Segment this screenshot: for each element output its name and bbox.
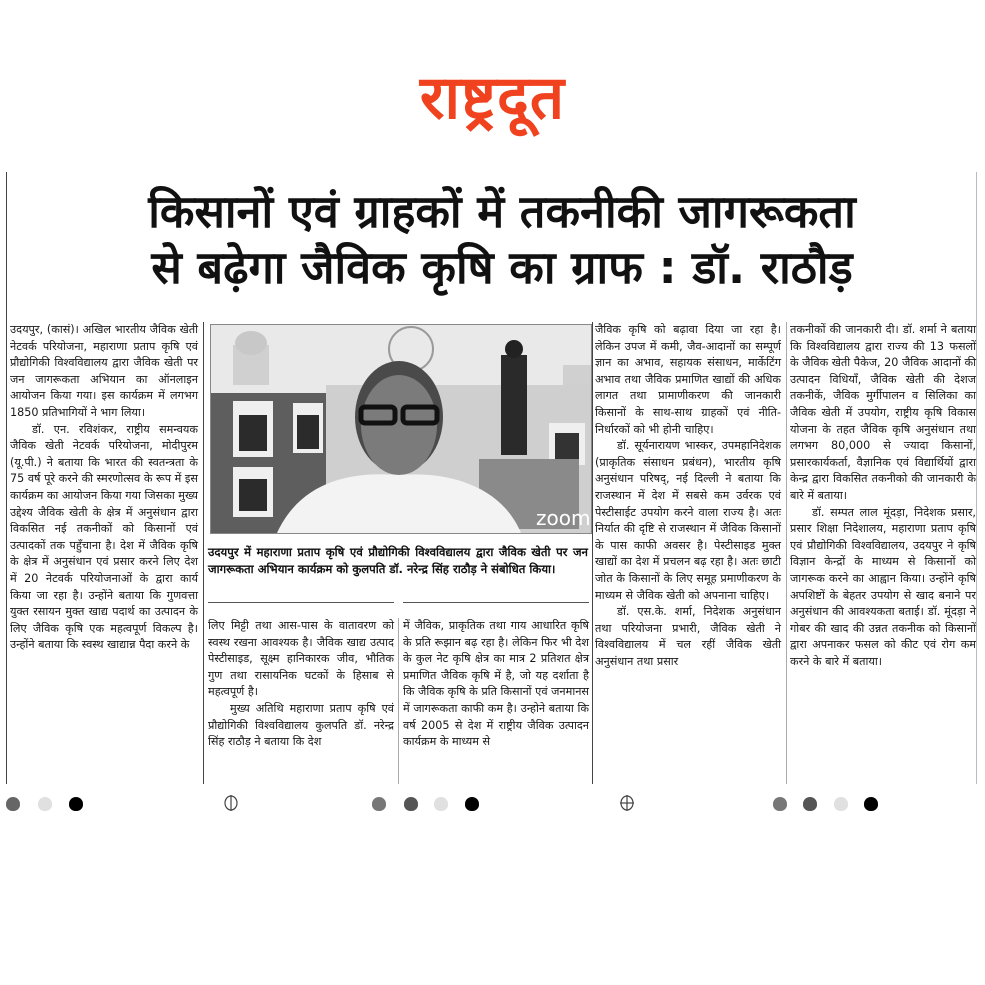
column-rule	[786, 322, 787, 784]
color-registration-dot	[69, 797, 83, 811]
color-registration-dot	[773, 797, 787, 811]
newspaper-clipping	[10, 172, 980, 792]
paragraph: जैविक कृषि को बढ़ावा दिया जा रहा है। लेकिन उपज में कमी, जैव-आदानों का सम्पूर्ण ज्ञान का अभाव, सहायक संसाधन, मार्केटिंग अभाव तथा जैविक प्रमाणित खाद्यों की अधिक लागत तथा प्रामाणीकरण की जानकारी किसानों के साथ-साथ ग्राहकों एवं नीति-निर्धारकों को भी होनी चाहिए।	[595, 323, 781, 436]
zoom-watermark: zoom	[536, 506, 591, 530]
photo-illustration	[211, 325, 591, 533]
color-registration-dot	[434, 797, 448, 811]
paragraph: डॉ. एन. रविशंकर, राष्ट्रीय समन्वयक जैविक खेती नेटवर्क परियोजना, मोदीपुरम (यू.पी.) ने बताया कि भारत की स्वतन्त्रता के 75 वर्ष पूरे करने की स्मरणोत्सव के रूप में इस कार्यक्रम का आयोजन किया गया जिसका मुख्य उद्देश्य जैविक खेती के क्षेत्र में अनुसंधान द्वारा विकसित नई तकनीकों को किसानों एवं उत्पादकों तक पहुँचाना है। देश में जैविक कृषि के क्षेत्र में अनुसंधान एवं प्रसार करने लिए देश में 20 नेटवर्क परियोजनाओं के द्वारा कार्य किया जा रहा है। उन्होंने बताया कि गुणवत्ता युक्त रसायन मुक्त खाद्य पदार्थ का उत्पादन के लिए जैविक कृषि एक महत्वपूर्ण विकल्प है। उन्होंने बताया कि स्वस्थ खाद्यान्न पैदा करने के	[10, 422, 198, 652]
paragraph: डॉ. सम्पत लाल मूंदड़ा, निदेशक प्रसार, प्रसार शिक्षा निदेशालय, महाराणा प्रताप कृषि एवं प्रौद्योगिकी विश्वविद्यालय, उदयपुर ने कृषि विज्ञान केन्द्रों के माध्यम से किसानों को जागरूक करने का आह्वान किया। उन्होंने कृषि अपशिष्टों के बेहतर उपयोग से खाद बनाने पर अनुसंधान की आवश्यकता बताई। डॉ. मूंदड़ा ने गोबर की खाद की उन्नत तकनीक को किसानों द्वारा अपनाकर फसल को कीट एवं रोग कम करने के बारे में बताया।	[790, 505, 976, 668]
column-rule	[398, 618, 399, 784]
color-registration-dot	[465, 797, 479, 811]
color-registration-dot	[834, 797, 848, 811]
paragraph: डॉ. एस.के. शर्मा, निदेशक अनुसंधान तथा परियोजना प्रभारी, जैविक खेती ने विश्वविद्यालय में चल रहीं जैविक खेती अनुसंधान तथा प्रसार	[595, 605, 781, 668]
paragraph: डॉ. सूर्यनारायण भास्कर, उपमहानिदेशक (प्राकृतिक संसाधन प्रबंधन), भारतीय कृषि अनुसंधान परिषद्, नई दिल्ली ने बताया कि राजस्थान में देश में सबसे कम उर्वरक एवं पेस्टीसाईट उपयोग करने वाला राज्य है। अतः निर्यात की दृष्टि से राजस्थान में जैविक किसानों के पास काफी अवसर है। पेस्टीसाइड मुक्त खाद्यों का देश में प्रचलन बढ़ रहा है। अतः छाटी जोत के किसानों के लिए समूह प्रमाणीकरण के माध्यम से जैविक खेती को अपनाना चाहिए।	[595, 439, 781, 602]
paragraph: मुख्य अतिथि महाराणा प्रताप कृषि एवं प्रौद्योगिकी विश्वविद्यालय कुलपति डॉ. नरेन्द्र सिंह राठौड़ ने बताया कि देश	[208, 701, 394, 749]
color-registration-dot	[404, 797, 418, 811]
registration-marks-strip	[0, 795, 985, 817]
column-rule	[592, 322, 593, 784]
photo-caption: उदयपुर में महाराणा प्रताप कृषि एवं प्रौद्योगिकी विश्वविद्यालय द्वारा जैविक खेती पर जन जागरूकता अभियान कार्यक्रम को कुलपति डॉ. नरेन्द्र सिंह राठौड़ ने संबोधित किया।	[208, 545, 588, 576]
caption-rule	[403, 602, 589, 603]
left-border-rule	[6, 172, 7, 784]
color-registration-dot	[372, 797, 386, 811]
registration-cross-icon	[224, 795, 238, 811]
article-column-5	[790, 322, 976, 670]
article-headline	[32, 184, 972, 296]
headline-line-1: किसानों एवं ग्राहकों में तकनीकी जागरूकता	[148, 185, 856, 238]
color-registration-dot	[803, 797, 817, 811]
paragraph: तकनीकों की जानकारी दी। डॉ. शर्मा ने बताया कि विश्वविद्यालय द्वारा राज्य की 13 फसलों के जैविक खेती पैकेज, 20 जैविक आदानों की उत्पादन विधियाँ, जैविक खेती की देशज तकनीकें, जैविक मुर्गीपालन व सिलिका का जैविक खेती में उपयोग, राष्ट्रीय कृषि विकास योजना के तहत जैविक कृषि अनुसंधान तथा लगभग 80,000 से ज्यादा किसानों, प्रसारकार्यकर्ता, वैज्ञानिक एवं विद्यार्थियों द्वारा केन्द्र द्वारा विकसित तकनीको की जानकारी के बारे में बताया।	[790, 323, 976, 502]
column-rule	[203, 322, 204, 784]
newspaper-masthead: राष्ट्रदूत	[419, 63, 566, 133]
article-column-3	[403, 618, 589, 751]
paragraph: उदयपुर, (कासं)। अखिल भारतीय जैविक खेती नेटवर्क परियोजना, महाराणा प्रताप कृषि एवं प्रौद्योगिकी विश्वविद्यालय द्वारा जैविक खेती पर जन जागरूकता अभियान का ऑनलाइन आयोजन किया गया। इस कार्यक्रम में लगभग 1850 प्रतिभागियों ने भाग लिया।	[10, 323, 198, 419]
caption-rule	[208, 602, 394, 603]
color-registration-dot	[864, 797, 878, 811]
paragraph: में जैविक, प्राकृतिक तथा गाय आधारित कृषि के प्रति रूझान बढ़ रहा है। लेकिन फिर भी देश के कुल नेट कृषि क्षेत्र का मात्र 2 प्रतिशत क्षेत्र प्रमाणित जैविक कृषि में है, जो यह दर्शाता है कि जैविक कृषि के प्रति किसानों एवं जनमानस में जागरूकता काफी कम है। उन्होने बताया कि वर्ष 2005 से देश में राष्ट्रीय जैविक उत्पादन कार्यक्रम के माध्यम से	[403, 619, 589, 749]
article-column-2	[208, 618, 394, 751]
color-registration-dot	[6, 797, 20, 811]
registration-cross-icon	[620, 795, 634, 811]
paragraph: लिए मिट्टी तथा आस-पास के वातावरण को स्वस्थ रखना आवश्यक है। जैविक खाद्य उत्पाद पेस्टीसाइड, सूक्ष्म हानिकारक जीव, भौतिक गुण तथा रासायनिक घटकों के हिसाब से महत्वपूर्ण है।	[208, 619, 394, 699]
article-photo	[210, 324, 592, 534]
color-registration-dot	[38, 797, 52, 811]
headline-line-2: से बढ़ेगा जैविक कृषि का ग्राफ : डॉ. राठौड़	[151, 241, 853, 294]
article-column-4	[595, 322, 781, 670]
right-border-rule	[976, 172, 977, 784]
article-column-1	[10, 322, 198, 654]
